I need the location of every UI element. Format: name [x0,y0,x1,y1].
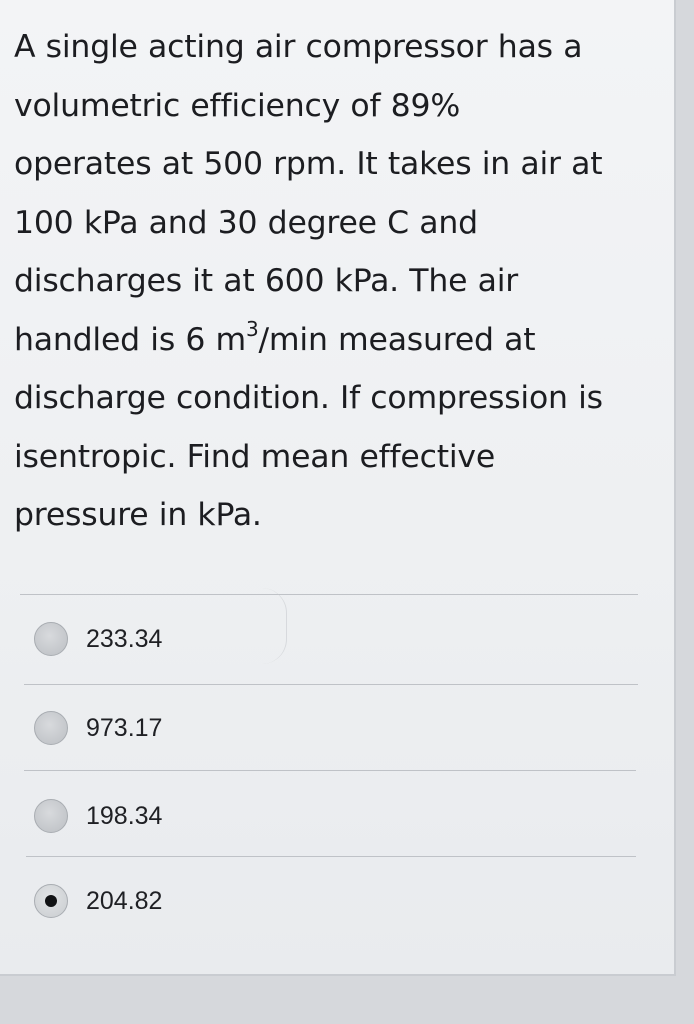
radio-button-selected[interactable] [34,884,68,918]
divider [24,684,638,685]
option-label: 198.34 [86,802,163,830]
question-line: discharge condition. If compression is [14,380,603,416]
answer-option-1[interactable] [34,622,594,678]
question-line: A single acting air compressor has a [14,29,583,65]
selected-dot-icon [45,895,57,907]
question-line: operates at 500 rpm. It takes in air at [14,146,603,182]
option-label: 233.34 [86,625,163,653]
radio-button[interactable] [34,711,68,745]
answer-option-4[interactable] [34,884,594,940]
option-label: 973.17 [86,714,163,742]
question-line-part: handled is 6 m [14,321,246,358]
divider [20,594,638,595]
question-line: volumetric efficiency of 89% [14,87,461,124]
answer-option-3[interactable] [34,799,594,855]
answer-option-2[interactable] [34,711,594,767]
radio-button[interactable] [34,799,68,833]
question-line: 100 kPa and 30 degree C and [14,204,478,241]
option-label: 204.82 [86,887,163,915]
divider [24,770,636,771]
question-line-part: /min measured at [258,321,536,358]
unit-superscript: 3 [245,317,259,341]
radio-button[interactable] [34,622,68,656]
question-line: pressure in kPa. [14,497,262,533]
question-line-with-unit [14,311,664,370]
question-text [14,18,664,545]
question-line: discharges it at 600 kPa. The air [14,263,519,299]
question-line: isentropic. Find mean effective [14,438,496,475]
divider [26,856,636,857]
